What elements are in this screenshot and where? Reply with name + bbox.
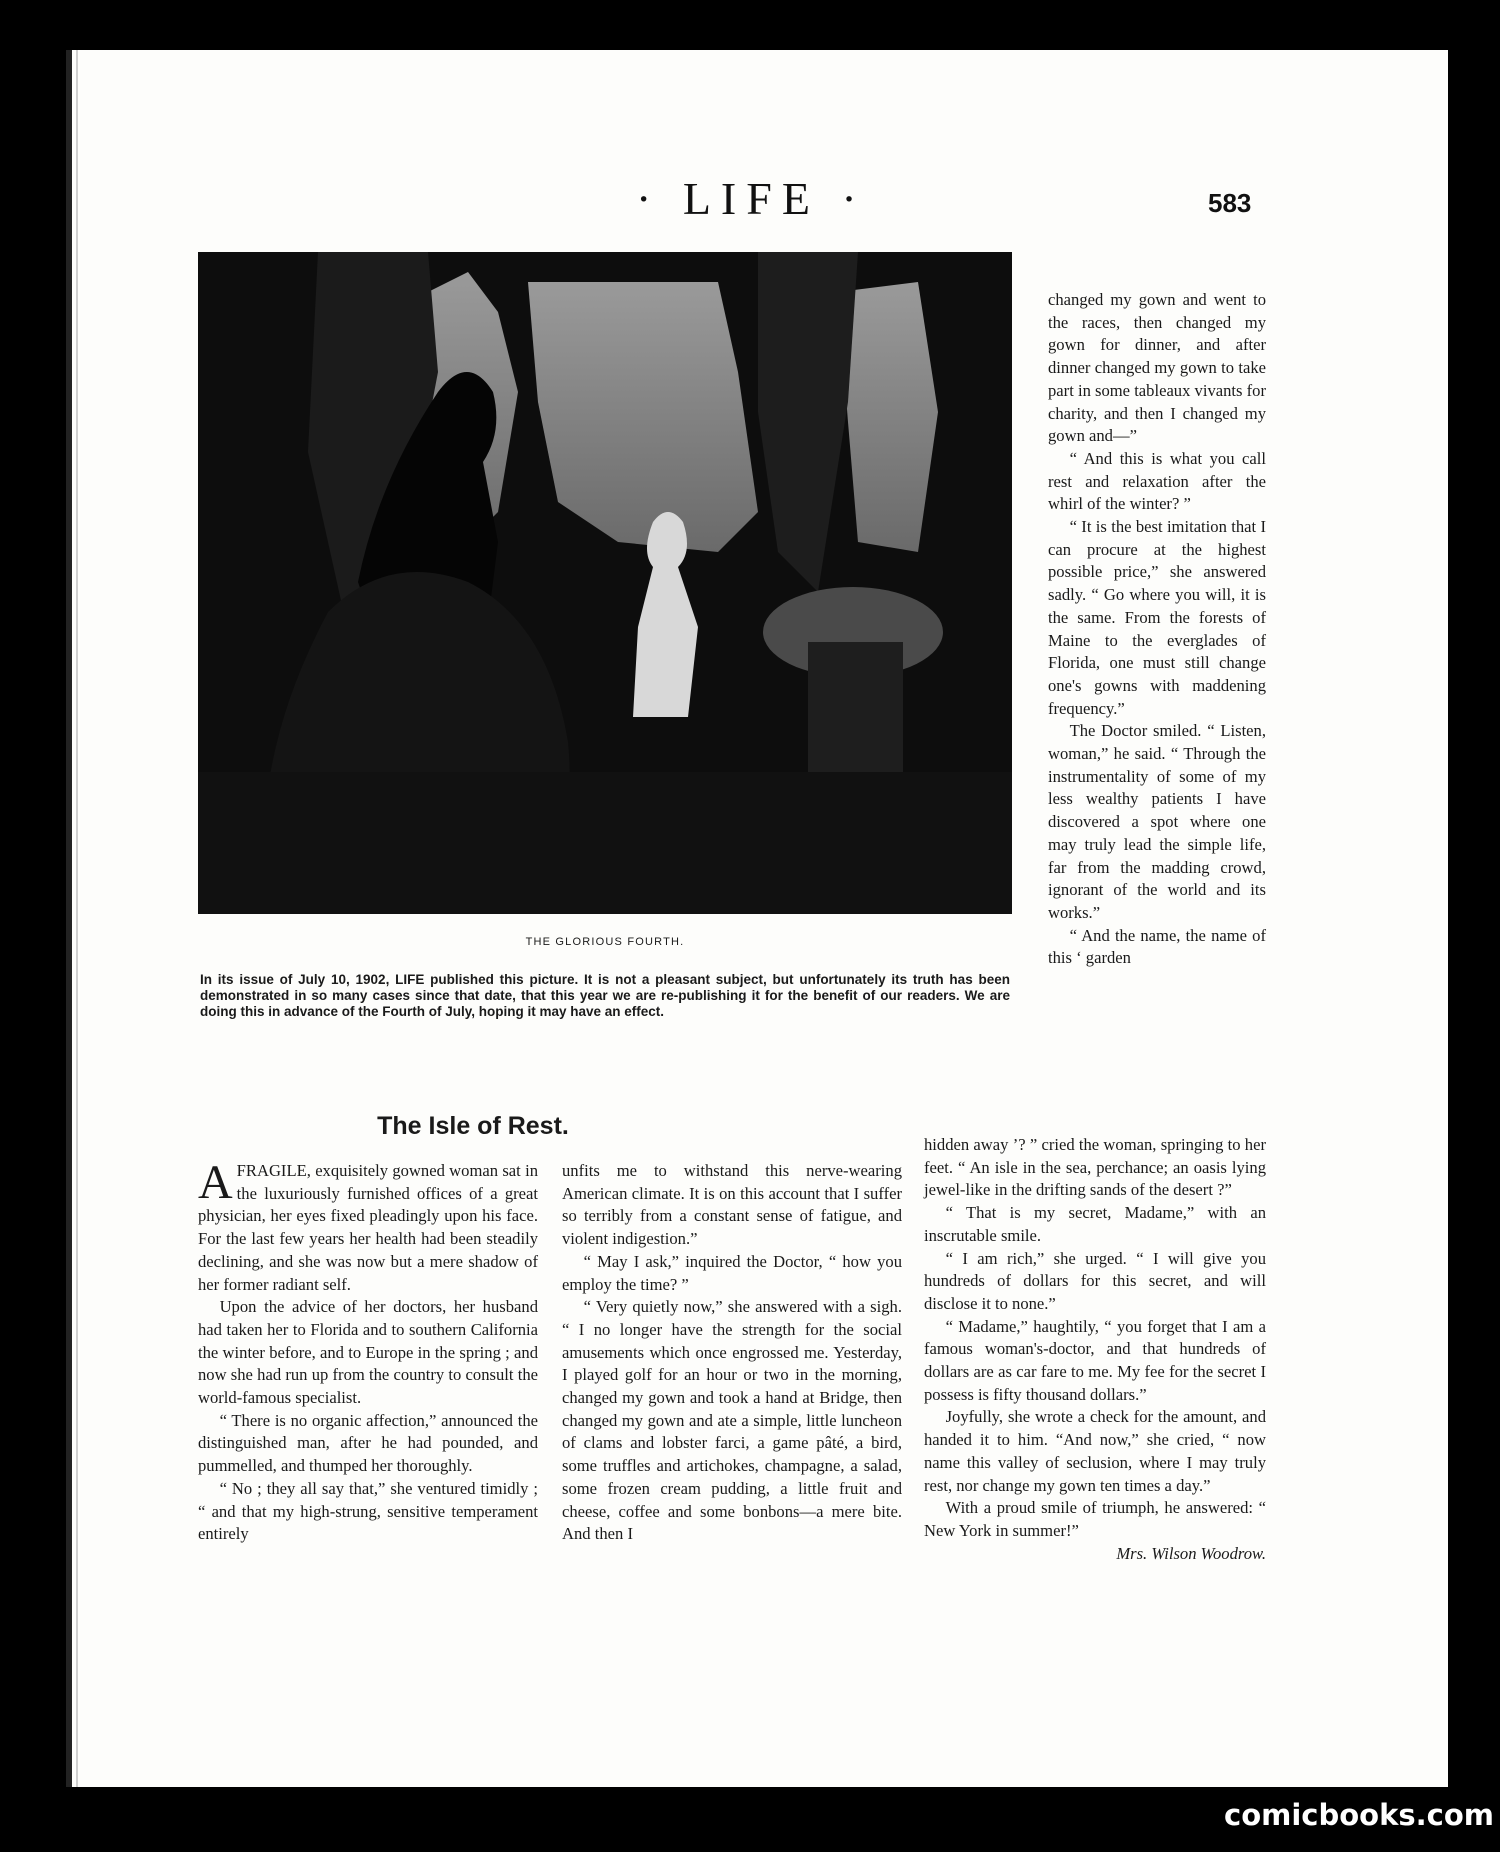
watermark-text: comicbooks.com bbox=[1224, 1798, 1494, 1832]
illustration-editorial-note: In its issue of July 10, 1902, LIFE published this picture. It is not a pleasant subject, but unfortunately its truth has been demonstrated in so many cases since that date, that this year we are re-publishing it for the benefit of our readers. We are doing this in advance of the Fourth of July, hoping it may have an effect. bbox=[200, 972, 1010, 1019]
article-paragraph: “ That is my secret, Madame,” with an inscrutable smile. bbox=[924, 1203, 1266, 1245]
author-signature: Mrs. Wilson Woodrow. bbox=[1116, 1543, 1266, 1563]
drop-cap: A bbox=[198, 1156, 233, 1209]
magazine-page bbox=[66, 50, 1448, 1787]
article-headline: The Isle of Rest. bbox=[377, 1112, 569, 1140]
illustration-caption: THE GLORIOUS FOURTH. bbox=[525, 936, 685, 948]
article-column-3-lower bbox=[924, 1134, 1266, 1565]
page-spine bbox=[66, 50, 72, 1787]
article-paragraph: “ Very quietly now,” she answered with a sigh. “ I no longer have the strength for the social amusements which once engrossed me. Yesterday, I played golf for an hour or two in the morning, changed my gown and took a hand at Bridge, then changed my gown and ate a simple, little luncheon of clams and lobster farci, a game pâté, a bird, some truffles and artichokes, champagne, a salad, some frozen cream pudding, a little fruit and cheese, coffee and some bonbons—a mere bite. And then I bbox=[562, 1297, 902, 1544]
article-paragraph: AFRAGILE, exquisitely gowned woman sat in the luxuriously furnished offices of a great physician, her eyes fixed pleadingly upon his face. For the last few years her health had been steadily declining, and she was now but a mere shadow of her former radiant self. bbox=[198, 1156, 538, 1294]
article-paragraph: Upon the advice of her doctors, her husband had taken her to Florida and to southern California the winter before, and to Europe in the spring ; and now she had run up from the country to consult the world-famous specialist. bbox=[198, 1297, 538, 1408]
article-paragraph: “ And the name, the name of this ‘ garden bbox=[1048, 925, 1266, 968]
illustration-drawing bbox=[198, 252, 1012, 914]
article-paragraph: hidden away ’? ” cried the woman, springing to her feet. “ An isle in the sea, perchance; an oasis lying jewel-like in the drifting sands of the desert ?” bbox=[924, 1135, 1266, 1200]
article-paragraph: “ And this is what you call rest and relaxation after the whirl of the winter? ” bbox=[1048, 448, 1266, 514]
article-paragraph: The Doctor smiled. “ Listen, woman,” he said. “ Through the instrumentality of some of my less wealthy patients I have discovered a spot where one may truly lead the simple life, far from the madding crowd, ignorant of the world and its works.” bbox=[1048, 721, 1266, 922]
floor bbox=[198, 772, 1012, 914]
article-paragraph: “ Madame,” haughtily, “ you forget that I am a famous woman's-doctor, and that hundreds of dollars are as car fare to me. My fee for the secret I possess is fifty thousand dollars.” bbox=[924, 1316, 1266, 1404]
article-paragraph: unfits me to withstand this nerve-wearing American climate. It is on this account that I suffer so terribly from a constant sense of fatigue, and violent indigestion.” bbox=[562, 1161, 902, 1249]
masthead-title: · LIFE · bbox=[636, 173, 867, 224]
article-paragraph: “ May I ask,” inquired the Doctor, “ how you employ the time? ” bbox=[562, 1251, 902, 1294]
article-paragraph: changed my gown and went to the races, then changed my gown for dinner, and after dinner changed my gown to take part in some tableaux vivants for charity, and then I changed my gown and—” bbox=[1048, 290, 1266, 446]
article-paragraph: “ I am rich,” she urged. “ I will give you hundreds of dollars for this secret, and will disclose it to none.” bbox=[924, 1248, 1266, 1313]
article-paragraph: “ There is no organic affection,” announced the distinguished man, after he had pounded, and pummelled, and thumped her thoroughly. bbox=[198, 1410, 538, 1476]
article-paragraph: “ No ; they all say that,” she ventured timidly ; “ and that my high-strung, sensitive temperament entirely bbox=[198, 1478, 538, 1544]
article-column-3-upper bbox=[1048, 289, 1266, 970]
article-paragraph: “ It is the best imitation that I can procure at the highest possible price,” she answered sadly. “ Go where you will, it is the same. From the forests of Maine to the everglades of Florida, one must still change one's gowns with maddening frequency.” bbox=[1048, 517, 1266, 718]
article-column-2 bbox=[562, 1160, 902, 1546]
illustration-the-glorious-fourth bbox=[198, 252, 1012, 914]
article-paragraph: With a proud smile of triumph, he answered: “ New York in summer!” bbox=[924, 1498, 1266, 1540]
page-fold-line bbox=[76, 50, 78, 1787]
article-column-1 bbox=[198, 1156, 538, 1546]
page-number: 583 bbox=[1208, 188, 1252, 218]
article-paragraph: Joyfully, she wrote a check for the amount, and handed it to him. “And now,” she cried, “ now name this valley of seclusion, where I may truly rest, nor change my gown ten times a day.” bbox=[924, 1407, 1266, 1495]
